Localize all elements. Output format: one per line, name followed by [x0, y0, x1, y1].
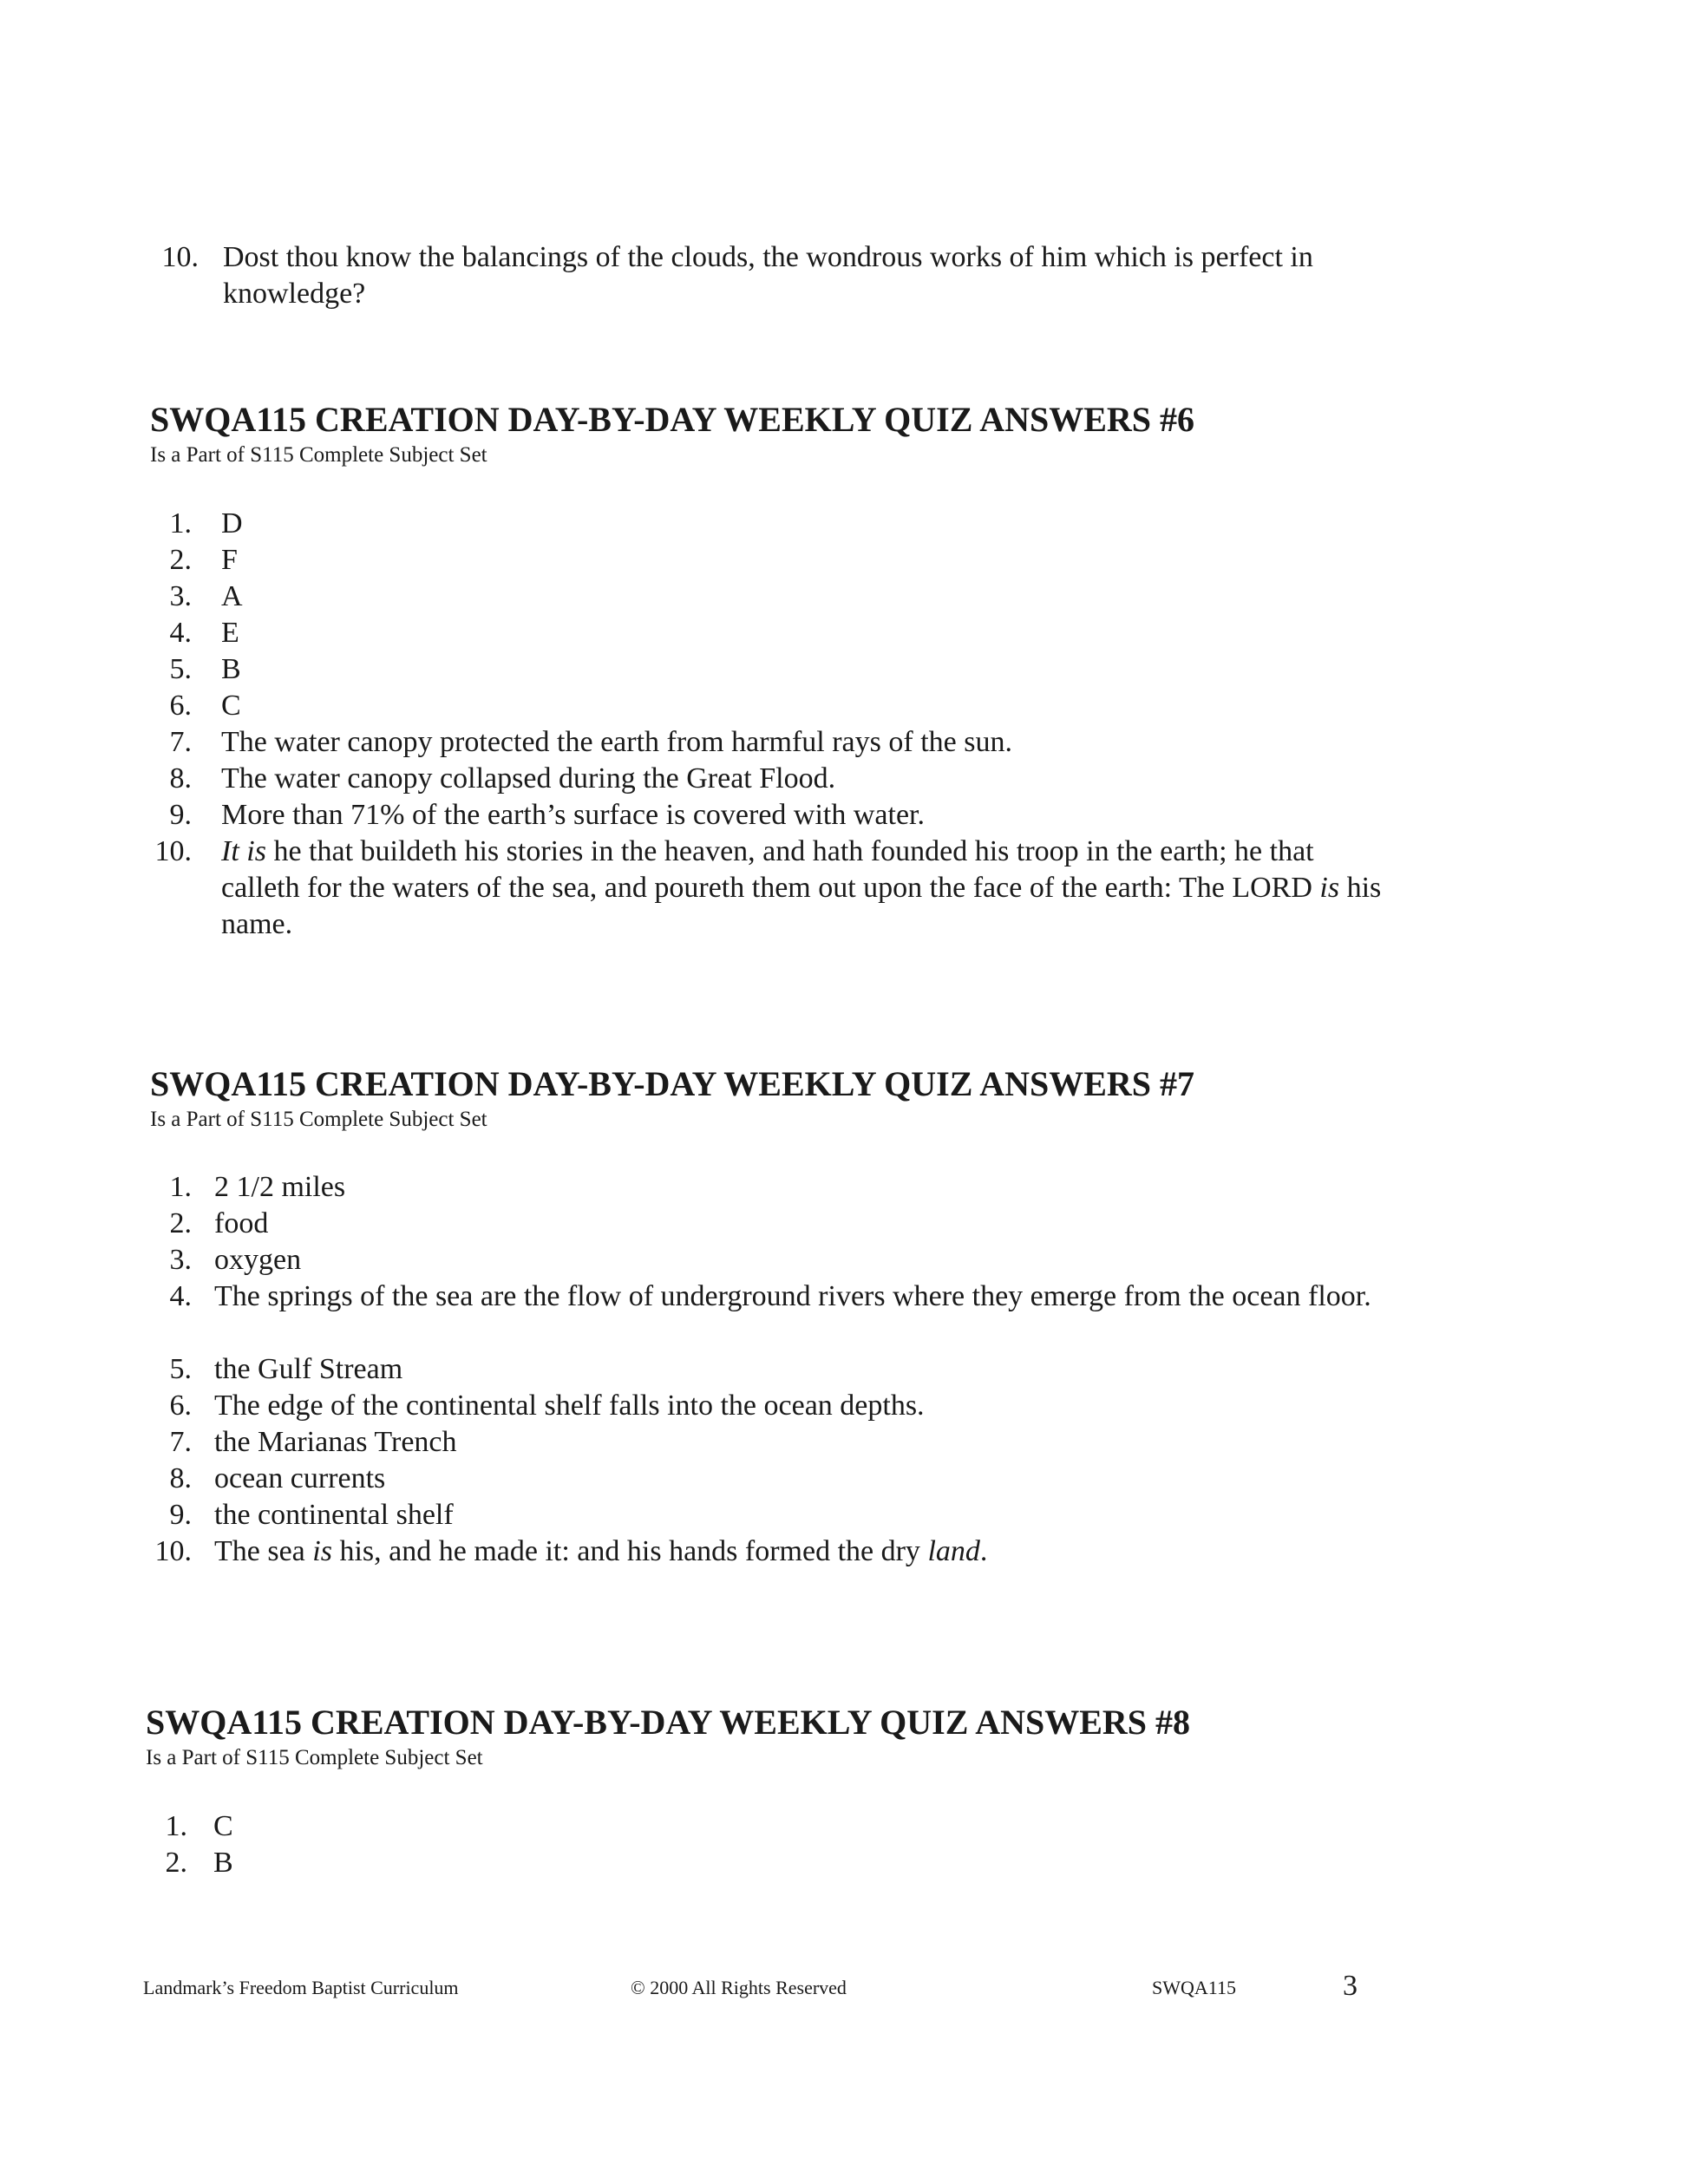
item-number: 3. [169, 1244, 192, 1276]
item-number: 8. [169, 1462, 192, 1494]
footer-copyright: © 2000 All Rights Reserved [631, 1977, 847, 1998]
item-number: 3. [169, 580, 192, 612]
item-number: 7. [169, 1426, 192, 1458]
section-subtitle: Is a Part of S115 Complete Subject Set [146, 1746, 483, 1769]
item-text: The springs of the sea are the flow of underground rivers where they emerge from the ocean floor. [214, 1280, 1371, 1312]
item-text: the Gulf Stream [214, 1353, 403, 1385]
item-number: 10. [154, 1535, 192, 1567]
item-number: 6. [169, 690, 192, 722]
item-text: More than 71% of the earth’s surface is covered with water. [221, 799, 925, 831]
item-number: 1. [169, 1171, 192, 1203]
item-text: The edge of the continental shelf falls into the ocean depths. [214, 1390, 925, 1422]
item-text: The sea is his, and he made it: and his hands formed the dry land. [214, 1535, 988, 1567]
item-number: 10. [161, 241, 199, 273]
item-text: the continental shelf [214, 1499, 454, 1531]
item-text: food [214, 1207, 269, 1239]
item-number: 5. [169, 653, 192, 685]
section-title: SWQA115 CREATION DAY-BY-DAY WEEKLY QUIZ ANSWERS #7 [150, 1064, 1195, 1103]
item-text: C [221, 690, 241, 722]
item-text: the Marianas Trench [214, 1426, 457, 1458]
item-text: D [221, 507, 243, 539]
item-number: 4. [169, 1280, 192, 1312]
item-text: The water canopy protected the earth from harmful rays of the sun. [221, 726, 1012, 758]
item-number: 9. [169, 1499, 192, 1531]
item-number: 9. [169, 799, 192, 831]
item-text: 2 1/2 miles [214, 1171, 346, 1203]
section-subtitle: Is a Part of S115 Complete Subject Set [150, 1108, 487, 1131]
item-number: 2. [165, 1847, 187, 1879]
item-text: It is he that buildeth his stories in the heaven, and hath founded his troop in the earth; he that calleth for the waters of the sea, and poureth them out upon the face of the earth: The LORD is his name. [221, 835, 1382, 940]
item-text: ocean currents [214, 1462, 386, 1494]
section-title: SWQA115 CREATION DAY-BY-DAY WEEKLY QUIZ ANSWERS #6 [150, 400, 1195, 439]
item-number: 2. [169, 1207, 192, 1239]
item-text: E [221, 617, 239, 649]
item-number: 5. [169, 1353, 192, 1385]
item-text: oxygen [214, 1244, 302, 1276]
item-text: C [213, 1810, 233, 1842]
item-number: 1. [169, 507, 192, 539]
item-number: 7. [169, 726, 192, 758]
section-title: SWQA115 CREATION DAY-BY-DAY WEEKLY QUIZ ANSWERS #8 [146, 1703, 1191, 1742]
item-number: 6. [169, 1390, 192, 1422]
item-number: 1. [165, 1810, 187, 1842]
item-text: A [221, 580, 243, 612]
section-subtitle: Is a Part of S115 Complete Subject Set [150, 443, 487, 467]
item-text: F [221, 544, 238, 576]
carryover-item [150, 239, 1382, 317]
item-text: B [213, 1847, 233, 1879]
footer-code: SWQA115 [1152, 1977, 1236, 1998]
page-number: 3 [1343, 1970, 1358, 2002]
item-number: 8. [169, 762, 192, 794]
item-number: 10. [154, 835, 192, 867]
item-number: 4. [169, 617, 192, 649]
footer-left: Landmark’s Freedom Baptist Curriculum [143, 1977, 459, 1998]
item-text: B [221, 653, 241, 685]
item-text: Dost thou know the balancings of the clouds, the wondrous works of him which is perfect in knowledge? [223, 241, 1313, 310]
item-number: 2. [169, 544, 192, 576]
item-text: The water canopy collapsed during the Great Flood. [221, 762, 836, 794]
